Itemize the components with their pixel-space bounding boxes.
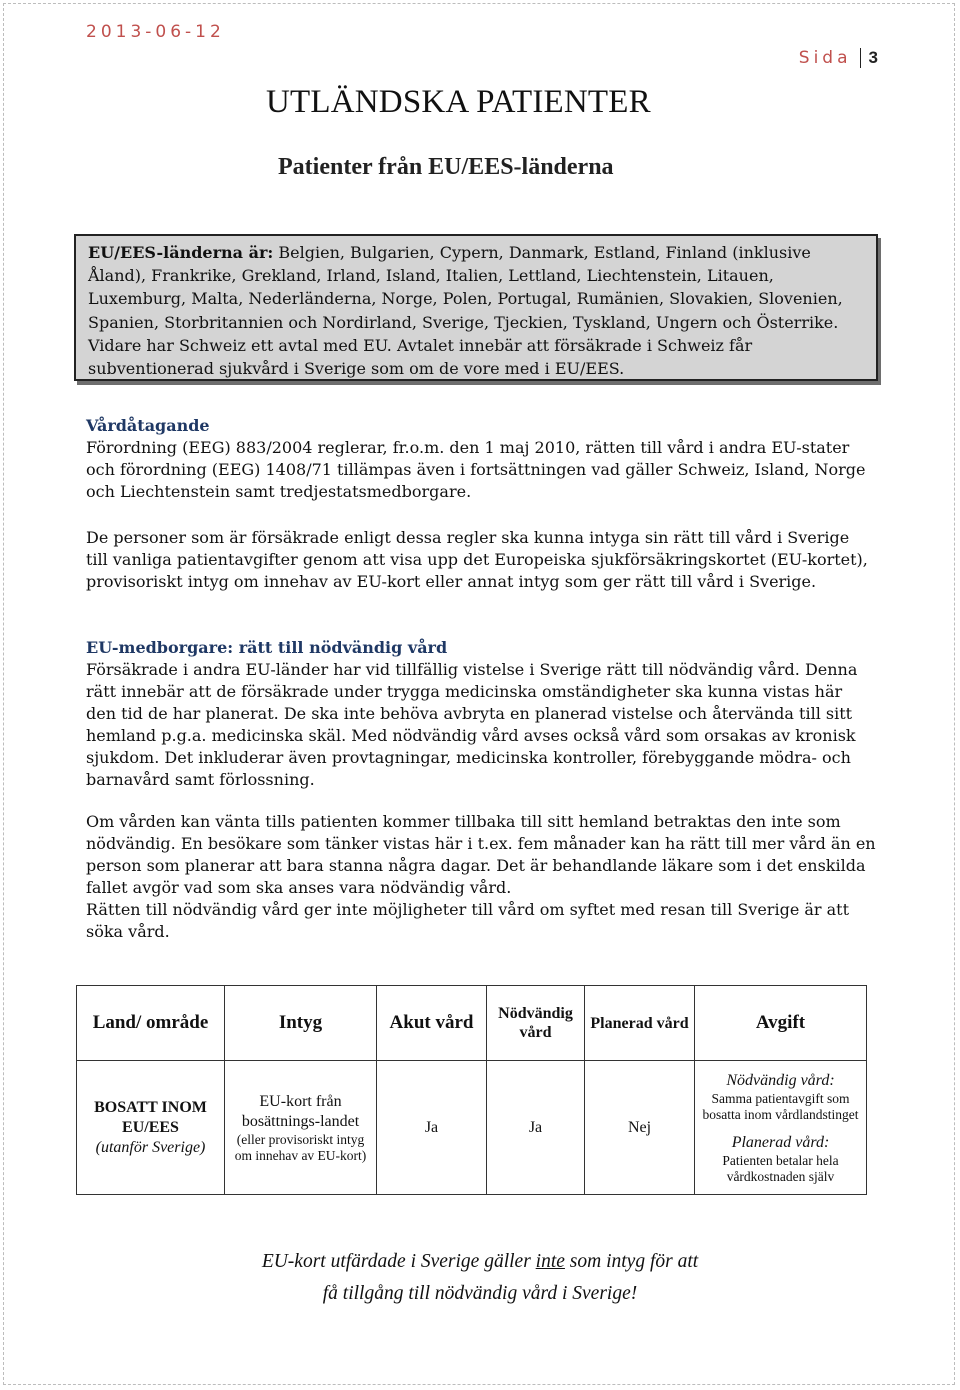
cell-land <box>77 1061 225 1195</box>
footnote-part-1: EU-kort utfärdade i Sverige gäller <box>261 1251 536 1272</box>
cell-akut: Ja <box>377 1061 487 1195</box>
header-avgift: Avgift <box>695 986 867 1061</box>
schweiz-note: Vidare har Schweiz ett avtal med EU. Avtalet innebär att försäkrade i Schweiz får subventionerad sjukvård i Sverige som om de vore med i EU/EES. <box>88 335 753 379</box>
eu-medborgare-heading: EU-medborgare: rätt till nödvändig vård <box>86 638 448 657</box>
land-note: (utanför Sverige) <box>95 1138 206 1156</box>
page-word: Sida <box>798 48 852 68</box>
section-subtitle: Patienter från EU/EES-länderna <box>278 154 614 180</box>
vardatagande-heading: Vårdåtagande <box>86 416 210 435</box>
eu-medborgare-paragraph-1: Försäkrade i andra EU-länder har vid tillfällig vistelse i Sverige rätt till nödvändig vård. Denna rätt innebär att de försäkrade under trygga medicinska omständigheter ska kunna vistas här den tid de har planerat. De ska inte behöva avbryta en planerad vistelse och återvända till sitt hemland p.g.a. medicinska skäl. Med nödvändig vård avses också vård som orsakas av kronisk sjukdom. Det inkluderar även provtagningar, medicinska kontroller, förebyggande mödra- och barnavård samt förlossning. <box>86 660 858 789</box>
footnote-emphasis: inte <box>535 1251 565 1272</box>
avgift-spacer <box>698 1123 863 1133</box>
footnote-line-2: få tillgång till nödvändig vård i Sverige! <box>322 1283 638 1304</box>
avgift-text-planerad: Patienten betalar hela vårdkostnaden själv <box>722 1152 839 1184</box>
avgift-label-nodvandig: Nödvändig vård: <box>726 1071 835 1089</box>
eu-medborgare-section <box>86 637 876 791</box>
page-title: UTLÄNDSKA PATIENTER <box>266 84 651 120</box>
page-number: 3 <box>860 48 878 68</box>
eu-countries-list: Belgien, Bulgarien, Cypern, Danmark, Estland, Finland (inklusive Åland), Frankrike, Grekland, Irland, Island, Italien, Lettland, Liechtenstein, Litauen, Luxemburg, Malta, Nederländerna, Norge, Polen, Portugal, Rumänien, Slovakien, Slovenien, Spanien, Storbritannien och Nordirland, Sverige, Tjeckien, Tyskland, Ungern och Österrike. <box>88 243 843 332</box>
cell-avgift <box>695 1061 867 1195</box>
header-akut: Akut vård <box>377 986 487 1061</box>
vardatagande-paragraph-1: Förordning (EEG) 883/2004 reglerar, fr.o.m. den 1 maj 2010, rätten till vård i andra EU-stater och förordning (EEG) 1408/71 tillämpas även i fortsättningen vad gäller Schweiz, Island, Norge och Liechtenstein samt tredjestatsmedborgare. <box>86 438 866 501</box>
eu-medborgare-paragraph-2: Om vården kan vänta tills patienten kommer tillbaka till sitt hemland betraktas den inte som nödvändig. En besökare som tänker vistas här i t.ex. fem månader kan ha rätt till mer vård än en person som planerar att bara stanna några dagar. Det är behandlande läkare som i det enskilda fallet avgör vad som ska anses vara nödvändig vård. <box>86 812 876 897</box>
footnote-part-2: som intyg för att <box>564 1251 699 1272</box>
eu-countries-box <box>74 234 878 381</box>
table-header-row <box>77 986 867 1061</box>
header-planerad: Planerad vård <box>585 986 695 1061</box>
avgift-text-nodvandig: Samma patientavgift som bosatta inom vårdlandstinget <box>702 1090 859 1122</box>
eu-card-footnote <box>0 1246 960 1310</box>
table-row <box>77 1061 867 1195</box>
intyg-note: (eller provisoriskt intyg om innehav av EU-kort) <box>234 1131 367 1163</box>
care-rights-table <box>76 985 867 1195</box>
vardatagande-section <box>86 415 876 503</box>
vardatagande-paragraph-2: De personer som är försäkrade enligt dessa regler ska kunna intyga sin rätt till vård i Sverige till vanliga patientavgifter genom att visa upp det Europeiska sjukförsäkringskortet (EU-kortet), provisoriskt intyg om innehav av EU-kort eller annat intyg som ger rätt till vård i Sverige. <box>86 528 868 591</box>
header-land: Land/ område <box>77 986 225 1061</box>
footnote-line-1 <box>0 1246 960 1278</box>
cell-intyg <box>225 1061 377 1195</box>
page-indicator <box>799 48 878 68</box>
avgift-label-planerad: Planerad vård: <box>731 1133 830 1151</box>
intyg-main: EU-kort från bosättnings-landet <box>241 1092 360 1130</box>
land-main: BOSATT INOM EU/EES <box>94 1098 207 1136</box>
eu-countries-label: EU/EES-länderna är: <box>88 243 274 262</box>
cell-nodvandig: Ja <box>487 1061 585 1195</box>
header-date: 2013-06-12 <box>86 22 225 42</box>
header-intyg: Intyg <box>225 986 377 1061</box>
cell-planerad: Nej <box>585 1061 695 1195</box>
header-nodvandig: Nödvändig vård <box>487 986 585 1061</box>
eu-medborgare-paragraph-3: Rätten till nödvändig vård ger inte möjligheter till vård om syftet med resan till Sverige är att söka vård. <box>86 900 850 941</box>
